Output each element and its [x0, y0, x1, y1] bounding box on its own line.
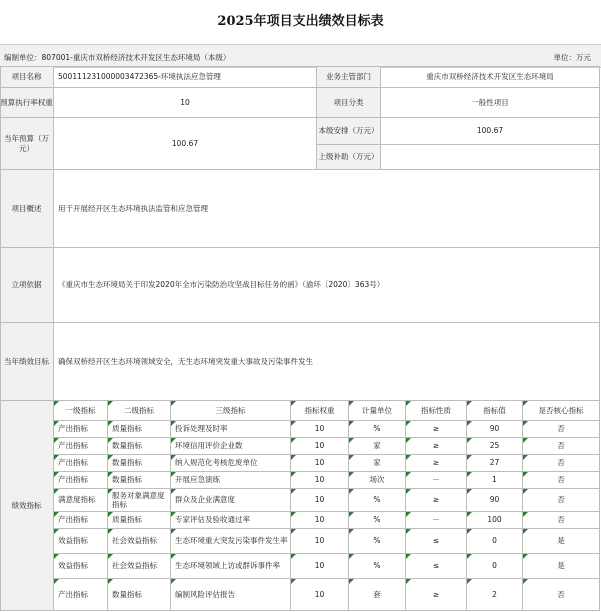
indicator-level1: 产出指标 — [54, 579, 108, 611]
indicator-weight: 10 — [291, 421, 349, 438]
indicator-core: 否 — [523, 438, 600, 455]
col-header: 计量单位 — [349, 401, 406, 421]
indicator-weight: 10 — [291, 512, 349, 529]
indicator-nature: ≥ — [406, 489, 467, 512]
indicator-level2: 服务对象满意度指标 — [108, 489, 171, 512]
indicator-level3: 群众及企业满意度 — [171, 489, 291, 512]
dept-value: 重庆市双桥经济技术开发区生态环境局 — [381, 66, 600, 88]
this-level-label: 本级安排（万元） — [317, 118, 381, 145]
indicator-level1: 效益指标 — [54, 529, 108, 554]
indicator-core: 否 — [523, 489, 600, 512]
indicator-core: 否 — [523, 421, 600, 438]
dept-label: 业务主管部门 — [317, 66, 381, 88]
overview-value: 用于开展经开区生态环境执法监管和应急管理 — [54, 170, 600, 248]
category-label: 项目分类 — [317, 88, 381, 118]
indicator-value: 0 — [467, 554, 523, 579]
indicator-nature: ≤ — [406, 554, 467, 579]
indicator-nature: ≥ — [406, 455, 467, 472]
indicator-core: 否 — [523, 579, 600, 611]
indicator-level3: 纳入规范化考核危废单位 — [171, 455, 291, 472]
indicators-label: 绩效指标 — [0, 401, 54, 611]
indicator-level2: 质量指标 — [108, 421, 171, 438]
indicator-core: 是 — [523, 554, 600, 579]
this-level-value: 100.67 — [381, 118, 600, 145]
col-header: 是否核心指标 — [523, 401, 600, 421]
goal-value: 确保双桥经开区生态环境领域安全，无生态环境突发重大事故及污染事件发生 — [54, 323, 600, 401]
budget-label: 当年预算（万元） — [0, 118, 54, 170]
unit-value: 807001-重庆市双桥经济技术开发区生态环境局（本级） — [41, 53, 231, 62]
indicator-value: 1 — [467, 472, 523, 489]
upper-label: 上级补助（万元） — [317, 145, 381, 170]
col-header: 三级指标 — [171, 401, 291, 421]
indicator-value: 27 — [467, 455, 523, 472]
indicator-unit: % — [349, 489, 406, 512]
indicator-value: 100 — [467, 512, 523, 529]
indicator-level2: 社会效益指标 — [108, 529, 171, 554]
upper-value — [381, 145, 600, 170]
indicator-level3: 编制风险评估报告 — [171, 579, 291, 611]
indicator-level3: 生态环境领域上访或群诉事件率 — [171, 554, 291, 579]
indicator-weight: 10 — [291, 529, 349, 554]
indicator-level1: 产出指标 — [54, 512, 108, 529]
indicator-level2: 数量指标 — [108, 472, 171, 489]
indicator-core: 否 — [523, 512, 600, 529]
indicator-unit: 场次 — [349, 472, 406, 489]
col-header: 一级指标 — [54, 401, 108, 421]
indicator-nature: ≥ — [406, 579, 467, 611]
col-header: 指标权重 — [291, 401, 349, 421]
category-value: 一般性项目 — [381, 88, 600, 118]
indicator-nature: ≥ — [406, 421, 467, 438]
indicator-weight: 10 — [291, 579, 349, 611]
indicator-weight: 10 — [291, 489, 349, 512]
indicator-unit: 家 — [349, 438, 406, 455]
indicator-level1: 产出指标 — [54, 472, 108, 489]
indicator-weight: 10 — [291, 472, 349, 489]
indicator-nature: － — [406, 512, 467, 529]
indicator-level2: 社会效益指标 — [108, 554, 171, 579]
indicator-level2: 数量指标 — [108, 455, 171, 472]
indicator-unit: 家 — [349, 455, 406, 472]
indicator-core: 是 — [523, 529, 600, 554]
page-title: 2025年项目支出绩效目标表 — [217, 14, 384, 29]
indicator-nature: － — [406, 472, 467, 489]
overview-label: 项目概述 — [0, 170, 54, 248]
budget-value: 100.67 — [54, 118, 317, 170]
indicator-level1: 产出指标 — [54, 455, 108, 472]
indicator-level2: 数量指标 — [108, 438, 171, 455]
indicator-value: 90 — [467, 421, 523, 438]
indicator-weight: 10 — [291, 554, 349, 579]
indicator-level3: 专家评估及验收通过率 — [171, 512, 291, 529]
indicator-unit: % — [349, 554, 406, 579]
indicator-value: 90 — [467, 489, 523, 512]
indicator-level1: 效益指标 — [54, 554, 108, 579]
indicator-weight: 10 — [291, 455, 349, 472]
indicator-core: 否 — [523, 455, 600, 472]
indicator-level3: 投诉处理及时率 — [171, 421, 291, 438]
project-name-label: 项目名称 — [0, 66, 54, 88]
col-header: 指标性质 — [406, 401, 467, 421]
indicator-core: 否 — [523, 472, 600, 489]
indicator-unit: % — [349, 529, 406, 554]
indicator-weight: 10 — [291, 438, 349, 455]
col-header: 二级指标 — [108, 401, 171, 421]
indicator-value: 0 — [467, 529, 523, 554]
indicator-level3: 环境信用评价企业数 — [171, 438, 291, 455]
weight-label: 预算执行率权重 — [0, 88, 54, 118]
indicator-value: 25 — [467, 438, 523, 455]
indicator-level1: 产出指标 — [54, 421, 108, 438]
indicator-unit: % — [349, 421, 406, 438]
goal-label: 当年绩效目标 — [0, 323, 54, 401]
money-unit: 单位：万元 — [553, 53, 591, 62]
indicator-level1: 满意度指标 — [54, 489, 108, 512]
weight-value: 10 — [54, 88, 317, 118]
indicator-level2: 数量指标 — [108, 579, 171, 611]
indicator-nature: ≤ — [406, 529, 467, 554]
indicator-level3: 开展应急演练 — [171, 472, 291, 489]
basis-value: 《重庆市生态环境局关于印发2020年全市污染防治攻坚战目标任务的函》（渝环〔2020〕363号） — [54, 248, 600, 323]
indicator-nature: ≥ — [406, 438, 467, 455]
basis-label: 立项依据 — [0, 248, 54, 323]
indicator-level2: 质量指标 — [108, 512, 171, 529]
indicator-value: 2 — [467, 579, 523, 611]
project-name-value: 500111231000003472365-环境执法应急管理 — [54, 66, 317, 88]
indicator-level3: 生态环境重大突发污染事件发生率 — [171, 529, 291, 554]
col-header: 指标值 — [467, 401, 523, 421]
indicator-level1: 产出指标 — [54, 438, 108, 455]
indicator-unit: % — [349, 512, 406, 529]
unit-label: 编制单位： — [4, 53, 42, 62]
indicator-unit: 套 — [349, 579, 406, 611]
